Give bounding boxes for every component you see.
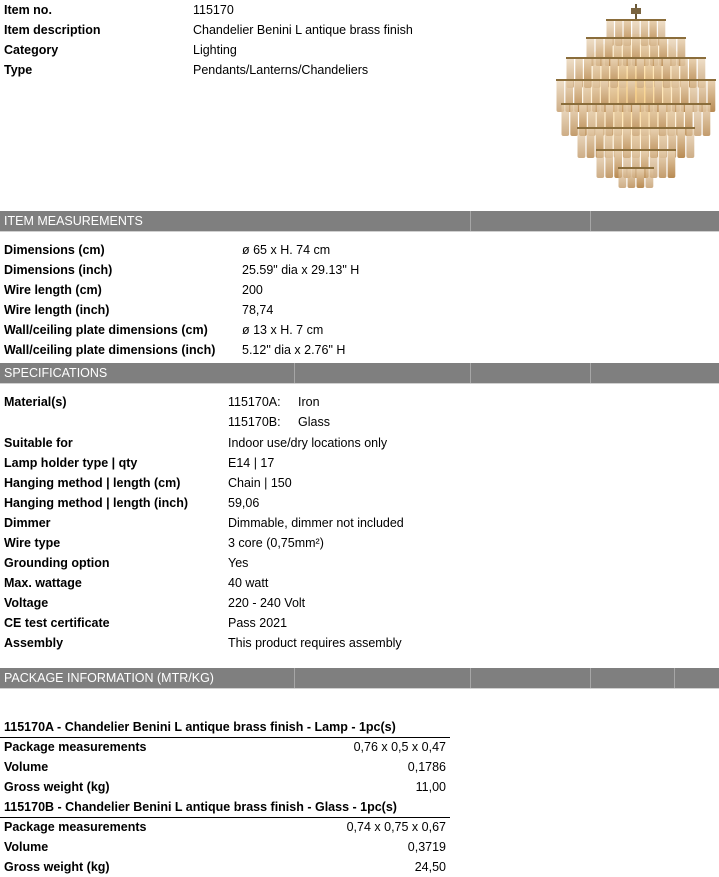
glass-panel: [659, 150, 667, 178]
gross-weight-row: [0, 857, 450, 877]
glass-panel: [570, 104, 578, 136]
suitable-for-row: [0, 433, 719, 453]
glass-panel: [628, 168, 636, 188]
plate-dimensions-cm-label: Wall/ceiling plate dimensions (cm): [4, 323, 208, 337]
grounding-label: Grounding option: [4, 556, 110, 570]
package-measurements-row: [0, 817, 450, 837]
glass-panel: [686, 128, 694, 158]
glass-panel: [677, 128, 685, 158]
glass-panel: [637, 168, 645, 188]
material-code: 115170A:: [228, 395, 281, 409]
hanging-inch-label: Hanging method | length (inch): [4, 496, 189, 510]
gross-weight-row: [0, 777, 450, 797]
volume-row: [0, 837, 450, 857]
lamp-holder-value: E14 | 17: [228, 456, 275, 470]
gross-weight-label: Gross weight (kg): [4, 780, 110, 794]
divider: [0, 383, 719, 384]
package-measurements-label: Package measurements: [4, 820, 147, 834]
materials-label: Material(s): [4, 395, 67, 409]
gross-weight-value: 11,00: [415, 780, 446, 794]
wire-type-label: Wire type: [4, 536, 61, 550]
material-code: 115170B:: [228, 415, 281, 429]
glass-panel: [597, 150, 605, 178]
specifications-header-label: SPECIFICATIONS: [4, 366, 108, 380]
category-value: Lighting: [193, 43, 237, 57]
assembly-value: This product requires assembly: [228, 636, 402, 650]
glass-panel: [668, 150, 676, 178]
package-group-title: 115170B - Chandelier Benini L antique brass finish - Glass - 1pc(s): [4, 800, 397, 814]
max-wattage-label: Max. wattage: [4, 576, 82, 590]
suitable-for-label: Suitable for: [4, 436, 73, 450]
hanging-inch-value: 59,06: [228, 496, 260, 510]
wire-length-inch-value: 78,74: [242, 303, 274, 317]
specifications-header: [0, 363, 719, 383]
assembly-row: [0, 633, 719, 653]
dimensions-inch-row: [0, 260, 719, 280]
max-wattage-row: [0, 573, 719, 593]
hanging-cm-label: Hanging method | length (cm): [4, 476, 181, 490]
hanging-cm-row: [0, 473, 719, 493]
brass-ring: [606, 19, 666, 21]
max-wattage-value: 40 watt: [228, 576, 269, 590]
dimensions-cm-row: [0, 240, 719, 260]
package-header: [0, 668, 719, 688]
brass-ring: [566, 57, 706, 59]
wire-length-cm-label: Wire length (cm): [4, 283, 102, 297]
divider: [0, 231, 719, 232]
wire-type-value: 3 core (0,75mm²): [228, 536, 324, 550]
divider: [0, 688, 719, 689]
wire-length-inch-row: [0, 300, 719, 320]
plate-dimensions-cm-value: ø 13 x H. 7 cm: [242, 323, 324, 337]
material-name: Glass: [298, 415, 330, 429]
volume-row: [0, 757, 450, 777]
item-description-value: Chandelier Benini L antique brass finish: [193, 23, 413, 37]
measurements-header: [0, 211, 719, 231]
material-name: Iron: [298, 395, 320, 409]
item-no-label: Item no.: [4, 3, 52, 17]
wire-type-row: [0, 533, 719, 553]
measurements-header-label: ITEM MEASUREMENTS: [4, 214, 143, 228]
type-label: Type: [4, 63, 33, 77]
materials-row: [0, 392, 719, 412]
header-divider: [470, 668, 471, 688]
volume-value: 0,3719: [407, 840, 446, 854]
product-image: [553, 4, 719, 190]
glass-panel: [605, 150, 613, 178]
brass-ring: [586, 37, 686, 39]
glass-panel: [578, 128, 586, 158]
glass-panel: [646, 168, 654, 188]
brass-ring: [561, 103, 711, 105]
glass-panel: [619, 168, 627, 188]
voltage-row: [0, 593, 719, 613]
header-divider: [590, 363, 591, 383]
plate-dimensions-inch-label: Wall/ceiling plate dimensions (inch): [4, 343, 216, 357]
item-description-label: Item description: [4, 23, 101, 37]
dimensions-cm-label: Dimensions (cm): [4, 243, 105, 257]
header-divider: [294, 668, 295, 688]
dimensions-inch-label: Dimensions (inch): [4, 263, 113, 277]
dimmer-value: Dimmable, dimmer not included: [228, 516, 404, 530]
glass-panel: [562, 104, 570, 136]
brass-ring: [556, 79, 716, 81]
item-no-value: 115170: [193, 3, 234, 17]
brass-ring: [596, 149, 676, 151]
suitable-for-value: Indoor use/dry locations only: [228, 436, 388, 450]
gross-weight-value: 24,50: [414, 860, 446, 874]
voltage-label: Voltage: [4, 596, 49, 610]
header-divider: [674, 668, 675, 688]
lamp-holder-label: Lamp holder type | qty: [4, 456, 138, 470]
dimensions-cm-value: ø 65 x H. 74 cm: [242, 243, 331, 257]
wire-length-cm-value: 200: [242, 283, 263, 297]
header-divider: [590, 668, 591, 688]
dimmer-row: [0, 513, 719, 533]
type-value: Pendants/Lanterns/Chandeliers: [193, 63, 369, 77]
assembly-label: Assembly: [4, 636, 64, 650]
hanging-inch-row: [0, 493, 719, 513]
package-header-label: PACKAGE INFORMATION (MTR/KG): [4, 671, 214, 685]
category-label: Category: [4, 43, 59, 57]
plate-dimensions-inch-row: [0, 340, 719, 360]
brass-ring: [577, 127, 695, 129]
gross-weight-label: Gross weight (kg): [4, 860, 110, 874]
plate-dimensions-inch-value: 5.12" dia x 2.76" H: [242, 343, 346, 357]
materials-row: [0, 412, 719, 432]
package-group-title: 115170A - Chandelier Benini L antique brass finish - Lamp - 1pc(s): [4, 720, 396, 734]
volume-label: Volume: [4, 840, 49, 854]
package-group-title-row: [0, 797, 450, 817]
dimmer-label: Dimmer: [4, 516, 51, 530]
volume-value: 0,1786: [407, 760, 446, 774]
plate-dimensions-cm-row: [0, 320, 719, 340]
ce-certificate-label: CE test certificate: [4, 616, 110, 630]
header-divider: [470, 211, 471, 231]
dimensions-inch-value: 25.59" dia x 29.13" H: [242, 263, 360, 277]
header-divider: [470, 363, 471, 383]
wire-length-inch-label: Wire length (inch): [4, 303, 110, 317]
glass-panel: [703, 104, 711, 136]
package-measurements-value: 0,76 x 0,5 x 0,47: [353, 740, 446, 754]
ce-certificate-row: [0, 613, 719, 633]
lamp-holder-row: [0, 453, 719, 473]
brass-ring: [618, 167, 654, 169]
voltage-value: 220 - 240 Volt: [228, 596, 306, 610]
wire-length-cm-row: [0, 280, 719, 300]
package-measurements-row: [0, 737, 450, 757]
header-divider: [590, 211, 591, 231]
volume-label: Volume: [4, 760, 49, 774]
glass-panel: [694, 104, 702, 136]
ce-certificate-value: Pass 2021: [228, 616, 288, 630]
package-measurements-label: Package measurements: [4, 740, 147, 754]
grounding-value: Yes: [228, 556, 249, 570]
package-group-title-row: [0, 717, 450, 737]
glass-panel: [587, 128, 595, 158]
header-divider: [294, 363, 295, 383]
package-measurements-value: 0,74 x 0,75 x 0,67: [346, 820, 446, 834]
grounding-row: [0, 553, 719, 573]
hanging-cm-value: Chain | 150: [228, 476, 292, 490]
